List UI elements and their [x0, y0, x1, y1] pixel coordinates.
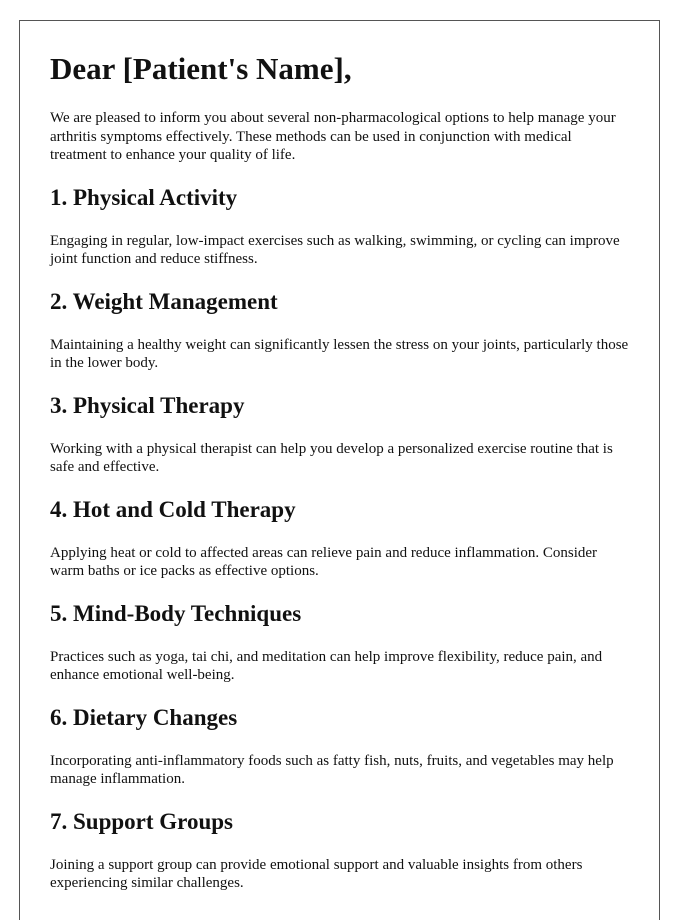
section-title: 2. Weight Management — [50, 288, 278, 314]
section-title: 5. Mind-Body Techniques — [50, 600, 302, 626]
section-title: 6. Dietary Changes — [50, 704, 238, 730]
section-body: Applying heat or cold to affected areas can relieve pain and reduce inflammation. Consider warm baths or ice packs as effective options. — [50, 544, 598, 579]
letter-page — [19, 20, 660, 920]
section-title: 3. Physical Therapy — [50, 392, 245, 418]
section-title: 4. Hot and Cold Therapy — [50, 496, 296, 522]
section-support-groups — [50, 809, 630, 893]
section-title: 7. Support Groups — [50, 808, 234, 834]
section-dietary-changes — [50, 705, 630, 789]
section-mind-body-techniques — [50, 601, 630, 685]
section-body: Practices such as yoga, tai chi, and meditation can help improve flexibility, reduce pain, and enhance emotional well-being. — [50, 648, 603, 683]
section-body: Maintaining a healthy weight can significantly lessen the stress on your joints, particularly those in the lower body. — [50, 336, 629, 371]
section-body: Joining a support group can provide emotional support and valuable insights from others experiencing similar challenges. — [50, 856, 583, 891]
section-physical-activity — [50, 185, 630, 269]
section-hot-and-cold-therapy — [50, 497, 630, 581]
section-body: Working with a physical therapist can help you develop a personalized exercise routine that is safe and effective. — [50, 440, 613, 475]
section-title: 1. Physical Activity — [50, 184, 238, 210]
section-body: Incorporating anti-inflammatory foods such as fatty fish, nuts, fruits, and vegetables may help manage inflammation. — [50, 752, 614, 787]
salutation: Dear [Patient's Name], — [50, 51, 352, 86]
intro-paragraph: We are pleased to inform you about several non-pharmacological options to help manage your arthritis symptoms effectively. These methods can be used in conjunction with medical treatment to enhance your quality of life. — [50, 110, 616, 163]
section-body: Engaging in regular, low-impact exercises such as walking, swimming, or cycling can improve joint function and reduce stiffness. — [50, 232, 620, 267]
section-weight-management — [50, 289, 630, 373]
section-physical-therapy — [50, 393, 630, 477]
